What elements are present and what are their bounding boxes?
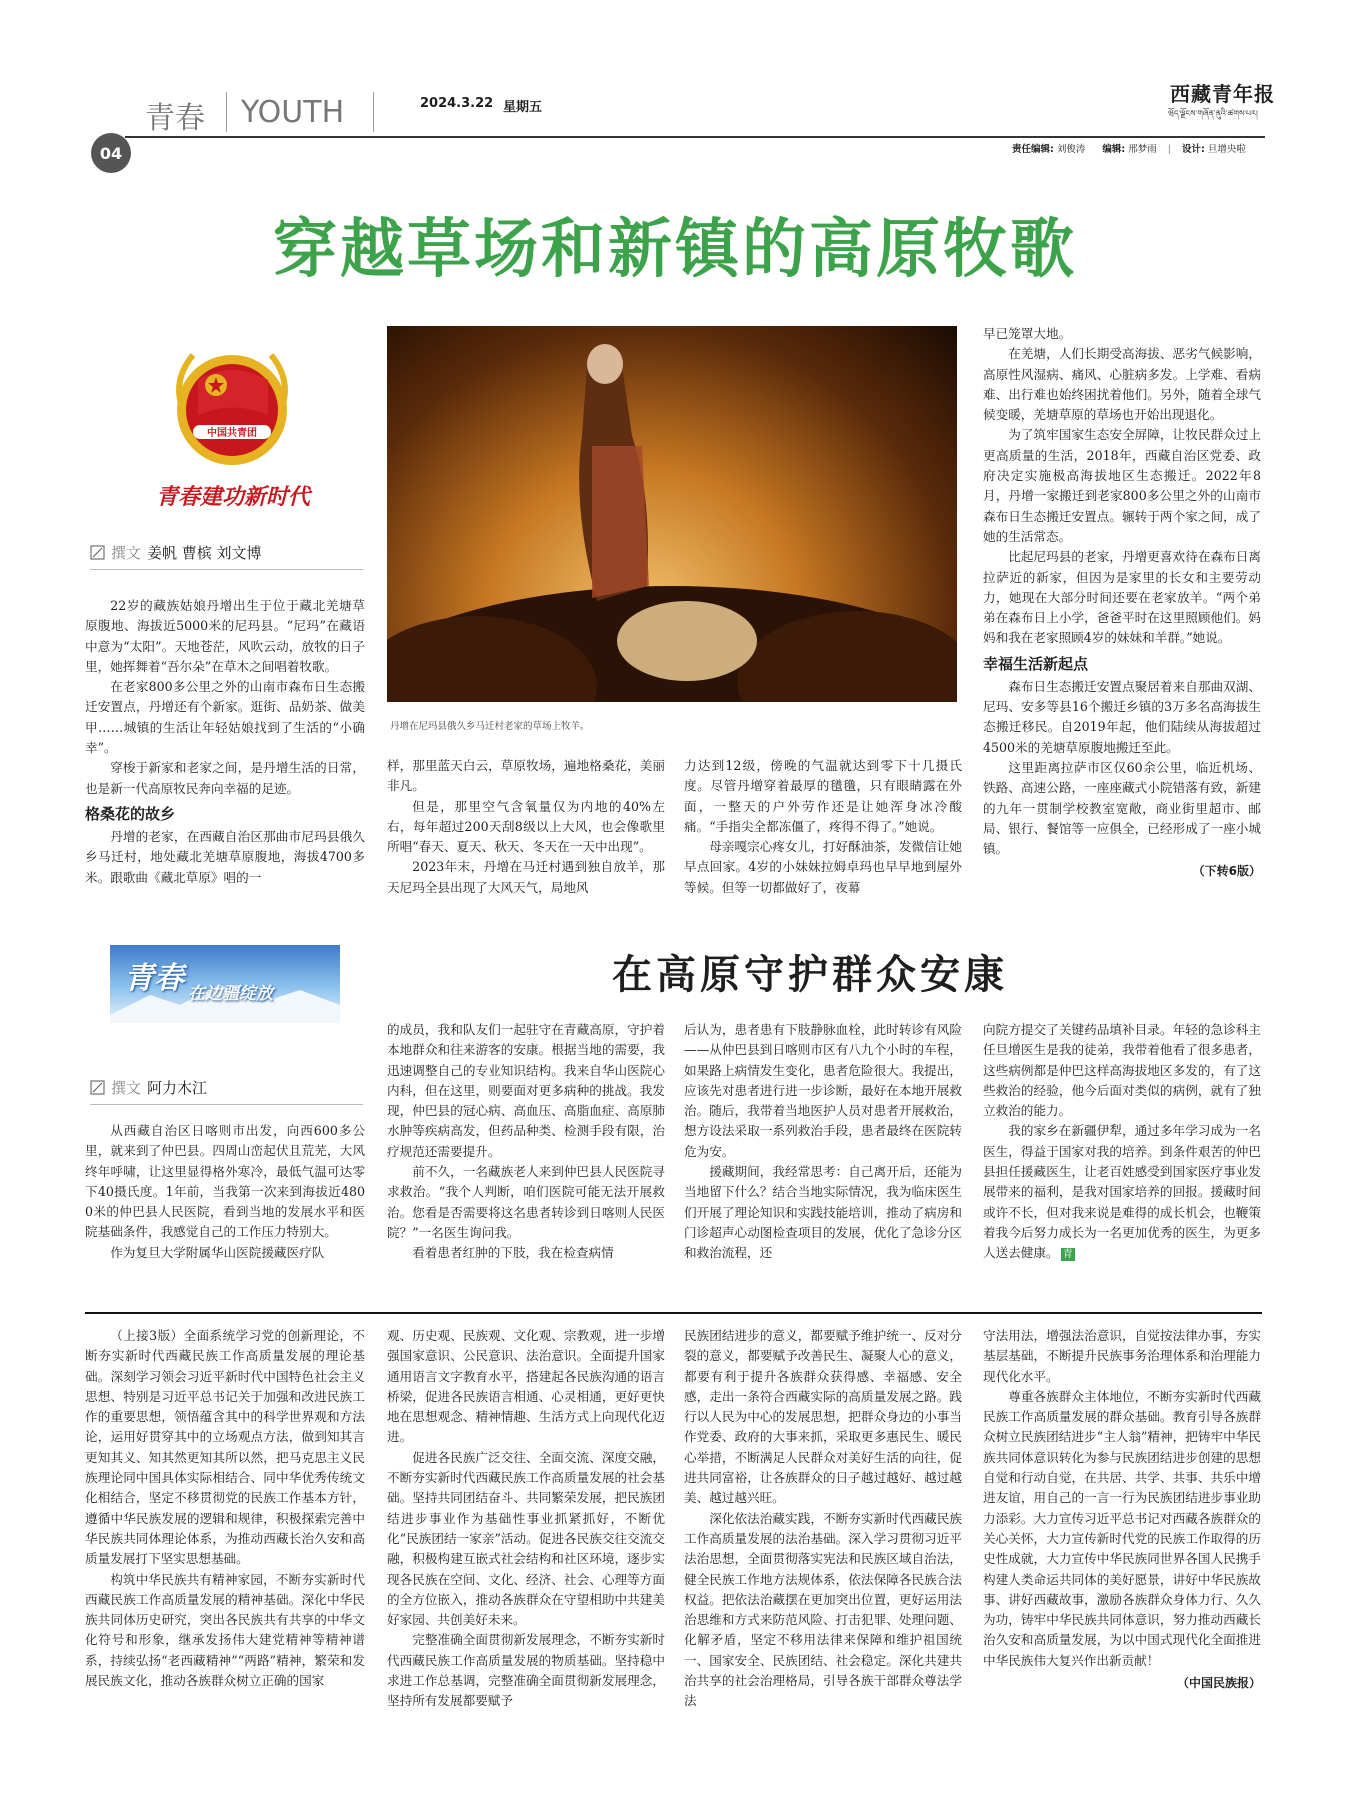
subheading: 格桑花的故乡 (85, 804, 176, 823)
article2-col4 (983, 1020, 1261, 1264)
issue-weekday: 星期五 (503, 100, 543, 115)
paragraph: 穿梭于新家和老家之间，是丹增生活的日常，也是新一代高原牧民奔向幸福的足迹。 (85, 760, 365, 796)
photo-caption: 丹增在尼玛县俄久乡马迁村老家的草场上牧羊。 (390, 721, 590, 732)
paragraph: 比起尼玛县的老家，丹增更喜欢待在森布日离拉萨近的新家，但因为是家里的长女和主要劳动力，她现在大部分时间还要在老家放羊。“两个弟弟在森布日上小学，爸爸平时在这里照顾他们。妈妈和我在老家照顾4岁的妹妹和羊群。”她说。 (983, 549, 1261, 646)
paragraph: 观、历史观、民族观、文化观、宗教观，进一步增强国家意识、公民意识、法治意识。全面提升国家通用语言文字教育水平，搭建起各民族沟通的语言桥梁，促进各民族语言相通、心灵相通，更好更快地在思想观念、精神情趣、生活方式上向现代化迈进。 (387, 1328, 665, 1445)
section-divider (85, 1312, 1262, 1314)
header-rule (125, 136, 1265, 138)
article2-col2 (387, 1020, 665, 1264)
paragraph: 构筑中华民族共有精神家园，不断夯实新时代西藏民族工作高质量发展的精神基础。深化中华民族共同体历史研究，突出各民族共有共享的中华文化符号和形象，继承发扬伟大建党精神等精神谱系，持续弘扬“老西藏精神”“两路”精神，繁荣和发展民族文化，推动各族群众树立正确的国家 (85, 1571, 365, 1689)
article3-col3 (684, 1326, 962, 1712)
paragraph: 力达到12级，傍晚的气温就达到零下十几摄氏度。尽管丹增穿着最厚的氆氇，只有眼睛露在外面，一整天的户外劳作还是让她浑身冰冷酸痛。“手指尖全都冻僵了，疼得不得了。”她说。 (684, 758, 962, 834)
paragraph: 22岁的藏族姑娘丹增出生于位于藏北羌塘草原腹地、海拔近5000米的尼玛县。“尼玛”在藏语中意为“太阳”。天地苍茫，风吹云动，放牧的日子里，她挥舞着“吾尔朵”在草木之间唱着牧歌。 (85, 598, 365, 674)
article1-headline: 穿越草场和新镇的高原牧歌 (273, 213, 1077, 287)
byline-author: 阿力木江 (147, 1079, 208, 1097)
paragraph: 作为复旦大学附属华山医院援藏医疗队 (110, 1244, 325, 1260)
paragraph: 守法用法，增强法治意识，自觉按法律办事，夯实基层基础，不断提升民族事务治理体系和治理能力现代化水平。 (983, 1328, 1261, 1384)
page-number: 04 (99, 143, 123, 163)
paragraph: 森布日生态搬迁安置点聚居着来自那曲双湖、尼玛、安多等县16个搬迁乡镇的3万多名高海拔生态搬迁移民。自2019年起，他们陆续从海拔超过4500米的羌塘草原腹地搬迁至此。 (983, 678, 1261, 755)
paragraph: 援藏期间，我经常思考：自己离开后，还能为当地留下什么？结合当地实际情况，我为临床医生们开展了理论知识和实践技能培训，推动了病房和门诊超声心动图检查项目的发展，优化了急诊分区和救治流程，还 (684, 1164, 962, 1261)
slogan: 青春建功新时代 (155, 484, 310, 510)
editor-label: 责任编辑: (1012, 144, 1054, 155)
source-note: （中国民族报） (1176, 1676, 1261, 1691)
pen-icon (90, 1080, 105, 1095)
byline-authors: 姜帆 曹槟 刘文博 (147, 544, 262, 562)
paragraph: 向院方提交了关键药品填补目录。年轻的急诊科主任旦增医生是我的徒弟，我带着他看了很多患者，这些病例都是仲巴这样高海拔地区多发的，有了这些救治的经验，他今后面对类似的病例，就有了独立救治的能力。 (983, 1022, 1261, 1119)
article1-byline (90, 542, 363, 570)
copyeditor-label: 编辑: (1102, 144, 1126, 155)
article2-byline (90, 1077, 363, 1105)
herder-photo (387, 326, 957, 702)
banner-title: 青春 (124, 961, 184, 996)
byline-label: 撰文 (111, 544, 142, 562)
paragraph: 样，那里蓝天白云，草原牧场，遍地格桑花，美丽非凡。 (387, 758, 665, 794)
paragraph (983, 1121, 1261, 1263)
cyl-emblem-text: 中国共青团 (207, 428, 257, 439)
article3-col4 (983, 1326, 1261, 1693)
paragraph: 民族团结进步的意义，都要赋予维护统一、反对分裂的意义，都要赋予改善民生、凝聚人心的意义，都要有利于提升各族群众获得感、幸福感、安全感，走出一条符合西藏实际的高质量发展之路。践行以人民为中心的发展思想，把群众身边的小事当作党委、政府的大事来抓，采取更多惠民生、暖民心举措，不断满足人民群众对美好生活的向往，促进共同富裕，让各族群众的日子越过越好、越过越美、越过越兴旺。 (684, 1328, 962, 1506)
continued-note: （下转6版） (1192, 864, 1261, 879)
paragraph: 这里距离拉萨市区仅60余公里，临近机场、铁路、高速公路，一座座藏式小院错落有致，新建的九年一贯制学校教室宽敞，商业街里超市、邮局、银行、餐馆等一应俱全，已经形成了一座小城镇。 (983, 759, 1261, 857)
issue-date: 2024.3.22 (420, 96, 494, 111)
paragraph-text: 我的家乡在新疆伊犁，通过多年学习成为一名医生，得益于国家对我的培养。到条件艰苦的仲巴县担任援藏医生，让老百姓感受到国家医疗事业发展带来的福利，是我对国家培养的回报。援藏时间或许不长，但对我来说是难得的成长机会，也鞭策着我今后努力成长为一名更加优秀的医生，为更多人送去健康。 (983, 1123, 1261, 1261)
paragraph: 在羌塘，人们长期受高海拔、恶劣气候影响，高原性风湿病、痛风、心脏病多发。上学难、看病难、出行难也始终困扰着他们。另外，随着全球气候变暖，羌塘草原的草场也开始出现退化。 (983, 346, 1261, 423)
paragraph: 2023年末，丹增在马迁村遇到独自放羊，那天尼玛全县出现了大风天气，局地风 (387, 859, 665, 895)
paragraph: 母亲嘎宗心疼女儿，打好酥油茶，发微信让她早点回家。4岁的小妹妹拉姆卓玛也早早地到屋外等候。但等一切都做好了，夜幕 (684, 839, 962, 895)
article1-col4 (983, 324, 1261, 882)
section-title-en: YOUTH (241, 95, 345, 130)
article1-col2 (387, 756, 665, 898)
article1-col1 (85, 596, 365, 888)
designer-name: 旦增央啦 (1207, 144, 1246, 155)
cyl-emblem (148, 325, 316, 480)
article2-headline: 在高原守护群众安康 (612, 951, 1008, 998)
article3-col1 (85, 1326, 365, 1691)
staff-credits: 责任编辑: 刘俊涛 编辑: 邢梦雨 | 设计: 旦增央啦 (1012, 144, 1246, 155)
end-mark: 青 (1062, 1249, 1073, 1261)
copyeditor-name: 邢梦雨 (1128, 144, 1157, 155)
paragraph: 早已笼罩大地。 (983, 326, 1072, 341)
article3-col2 (387, 1326, 665, 1712)
paper-name: 西藏青年报 (1170, 82, 1275, 106)
paragraph: 看着患者红肿的下肢，我在检查病情 (412, 1245, 614, 1261)
youth-banner (110, 945, 340, 1023)
banner-subtitle: 在边疆绽放 (188, 984, 273, 1004)
header-divider (226, 92, 227, 132)
article2-col1 (85, 1121, 365, 1263)
paragraph: 尊重各族群众主体地位，不断夯实新时代西藏民族工作高质量发展的群众基础。教育引导各族群众树立民族团结进步“主人翁”精神，把铸牢中华民族共同体意识转化为参与民族团结进步创建的思想自觉和行动自觉，在共居、共学、共事、共乐中增进友谊，用自己的一言一行为民族团结进步事业助力添彩。大力宣传习近平总书记对西藏各族群众的关心关怀，大力宣传新时代党的民族工作取得的历史性成就，大力宣传中华民族同世界各国人民携手构建人类命运共同体的美好愿景，讲好中华民族故事、讲好西藏故事，激励各族群众身体力行、久久为功，铸牢中华民族共同体意识，努力推动西藏长治久安和高质量发展，为以中国式现代化全面推进中华民族伟大复兴作出新贡献！ (983, 1388, 1261, 1668)
subheading: 幸福生活新起点 (983, 654, 1089, 673)
page-number-badge (91, 133, 131, 173)
paragraph: 从西藏自治区日喀则市出发，向西600多公里，就来到了仲巴县。四周山峦起伏且荒芜，大风终年呼啸，让这里显得格外寒冷，最低气温可达零下40摄氏度。1年前，当我第一次来到海拔近4800米的仲巴县人民医院，看到当地的发展水平和医院基础条件，我感觉自己的工作压力特别大。 (85, 1123, 365, 1240)
paragraph: （上接3版）全面系统学习党的创新理论，不断夯实新时代西藏民族工作高质量发展的理论基础。深刻学习领会习近平新时代中国特色社会主义思想、特别是习近平总书记关于加强和改进民族工作的重要思想，领悟蕴含其中的科学世界观和方法论，运用好贯穿其中的立场观点方法，做到知其言更知其义、知其然更知其所以然，把马克思主义民族理论同中国具体实际相结合、同中华优秀传统文化相结合，坚定不移贯彻党的民族工作基本方针，遵循中华民族发展的逻辑和规律，积极探索完善中华民族共同体理论体系，为推动西藏长治久安和高质量发展打下坚实思想基础。 (85, 1328, 365, 1567)
header-divider (373, 92, 374, 132)
editor-name: 刘俊涛 (1056, 144, 1086, 155)
article1-col3 (684, 756, 962, 898)
pen-icon (90, 545, 105, 560)
paragraph: 在老家800多公里之外的山南市森布日生态搬迁安置点，丹增还有个新家。逛街、品奶茶、做美甲……城镇的生活让年轻姑娘找到了生活的“小确幸”。 (85, 679, 365, 756)
paragraph: 的成员，我和队友们一起驻守在青藏高原，守护着本地群众和往来游客的安康。根据当地的需要，我迅速调整自己的专业知识结构。我来自华山医院心内科，但在这里，则要面对更多病种的挑战。我发现，仲巴县的冠心病、高血压、高脂血症、高原肺水肿等疾病高发，但药品种类、检测手段有限，治疗规范还需要提升。 (387, 1022, 665, 1159)
paragraph: 后认为，患者患有下肢静脉血栓，此时转诊有风险——从仲巴县到日喀则市区有八九个小时的车程，如果路上病情发生变化，患者危险很大。我提出，应该先对患者进行进一步诊断，最好在本地开展救治。随后，我带着当地医护人员对患者开展救治，想方设法采取一系列救治手段，患者最终在医院转危为安。 (684, 1022, 962, 1159)
paragraph: 为了筑牢国家生态安全屏障，让牧民群众过上更高质量的生活，2018年，西藏自治区党委、政府决定实施极高海拔地区生态搬迁。2022年8月，丹增一家搬迁到老家800多公里之外的山南市森布日生态搬迁安置点。辗转于两个家之间，成了她的生活常态。 (983, 427, 1261, 544)
paper-subtitle: ཝོད་ལྗོངས་གཞོན་ནུའི་ཚགས་པར། (1168, 109, 1258, 118)
paragraph: 但是，那里空气含氧量仅为内地的40%左右，每年超过200天刮8级以上大风，也会像歌里所唱“春天、夏天、秋天、冬天在一天中出现”。 (387, 798, 665, 855)
paragraph: 完整准确全面贯彻新发展理念，不断夯实新时代西藏民族工作高质量发展的物质基础。坚持稳中求进工作总基调，完整准确全面贯彻新发展理念，坚持所有发展都要赋予 (387, 1632, 665, 1709)
article2-col3 (684, 1020, 962, 1264)
paragraph: 促进各民族广泛交往、全面交流、深度交融，不断夯实新时代西藏民族工作高质量发展的社会基础。坚持共同团结奋斗、共同繁荣发展，把民族团结进步事业作为基础性事业抓紧抓好，不断优化“民族团结一家亲”活动。促进各民族交往交流交融，积极构建互嵌式社会结构和社区环境，逐步实现各民族在空间、文化、经济、社会、心理等方面的全方位嵌入，推动各族群众在守望相助中共建美好家园、共创美好未来。 (387, 1449, 665, 1628)
paragraph: 丹增的老家，在西藏自治区那曲市尼玛县俄久乡马迁村，地处藏北羌塘草原腹地，海拔4700多米。跟歌曲《藏北草原》唱的一 (85, 828, 365, 885)
paragraph: 深化依法治藏实践，不断夯实新时代西藏民族工作高质量发展的法治基础。深入学习贯彻习近平法治思想，全面贯彻落实宪法和民族区域自治法，健全民族工作地方法规体系，依法保障各民族合法权益。把依法治藏摆在更加突出位置，更好运用法治思维和方式来防范风险、打击犯罪、处理问题、化解矛盾，坚定不移用法律来保障和维护祖国统一、国家安全、民族团结、社会稳定。深化共建共治共享的社会治理格局，引导各族干部群众尊法学法 (684, 1510, 962, 1709)
designer-label: 设计: (1182, 144, 1205, 155)
byline-label: 撰文 (111, 1079, 142, 1097)
section-title-cn: 青春 (145, 101, 205, 136)
paragraph: 前不久，一名藏族老人来到仲巴县人民医院寻求救治。“我个人判断，咱们医院可能无法开展救治。您看是否需要将这名患者转诊到日喀则人民医院？”一名医生询问我。 (387, 1164, 665, 1240)
